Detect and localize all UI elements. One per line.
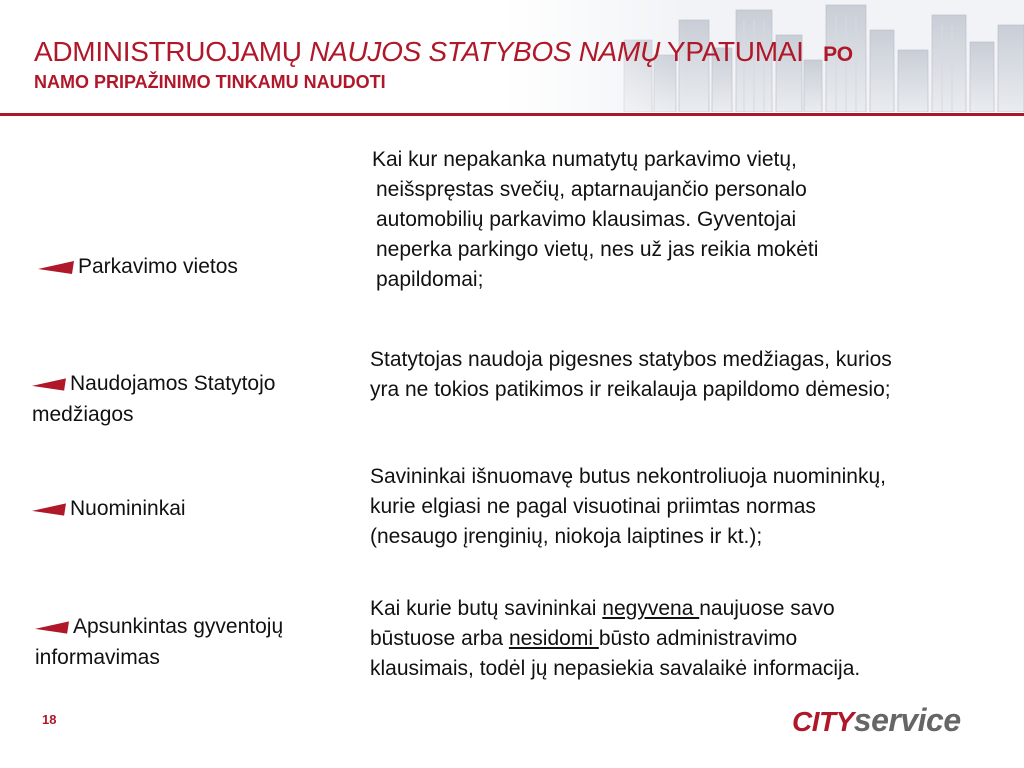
row-desc-materials: Statytojas naudoja pigesnes statybos medžiagas, kurios yra ne tokios patikimos ir reikalauja papildomo dėmesio; xyxy=(370,348,892,401)
arrow-bullet-icon xyxy=(32,502,66,516)
row-label-parking: Parkavimo vietos xyxy=(38,251,238,282)
title-part2: NAUJOS STATYBOS NAMŲ xyxy=(309,36,661,67)
row-label-information: Apsunkintas gyventojų informavimas xyxy=(35,615,284,669)
slide-header xyxy=(0,0,1024,118)
row-desc-information: Kai kurie butų savininkai negyvena naujuose savo būstuose arba nesidomi būsto administravimo klausimais, todėl jų nepasiekia savalaikė informacija. xyxy=(370,597,861,680)
page-number: 18 xyxy=(42,712,57,727)
row-label-materials: Naudojamos Statytojo medžiagos xyxy=(32,372,276,426)
slide-title xyxy=(34,36,853,68)
arrow-bullet-icon xyxy=(32,377,66,391)
header-divider xyxy=(0,113,1024,116)
slide-subtitle: NAMO PRIPAŽINIMO TINKAMU NAUDOTI xyxy=(34,72,386,92)
title-part3: YPATUMAI xyxy=(667,36,804,67)
row-label-tenants: Nuomininkai xyxy=(32,493,186,524)
cityservice-logo: CITYservice xyxy=(792,702,961,738)
arrow-bullet-icon xyxy=(35,620,69,634)
arrow-bullet-icon xyxy=(38,260,74,274)
row-desc-tenants: Savininkai išnuomavę butus nekontroliuoja nuomininkų, kurie elgiasi ne pagal visuotinai priimtas normas (nesaugo įrenginių, niokoja laiptines ir kt.); xyxy=(370,465,886,548)
title-part4: PO xyxy=(823,43,853,66)
row-desc-parking: Kai kur nepakanka numatytų parkavimo vietų, neišspręstas svečių, aptarnaujančio personalo automobilių parkavimo klausimas. Gyventojai neperka parkingo vietų, nes už jas reikia mokėti papildomai; xyxy=(372,148,819,291)
title-part1: ADMINISTRUOJAMŲ xyxy=(34,36,302,67)
